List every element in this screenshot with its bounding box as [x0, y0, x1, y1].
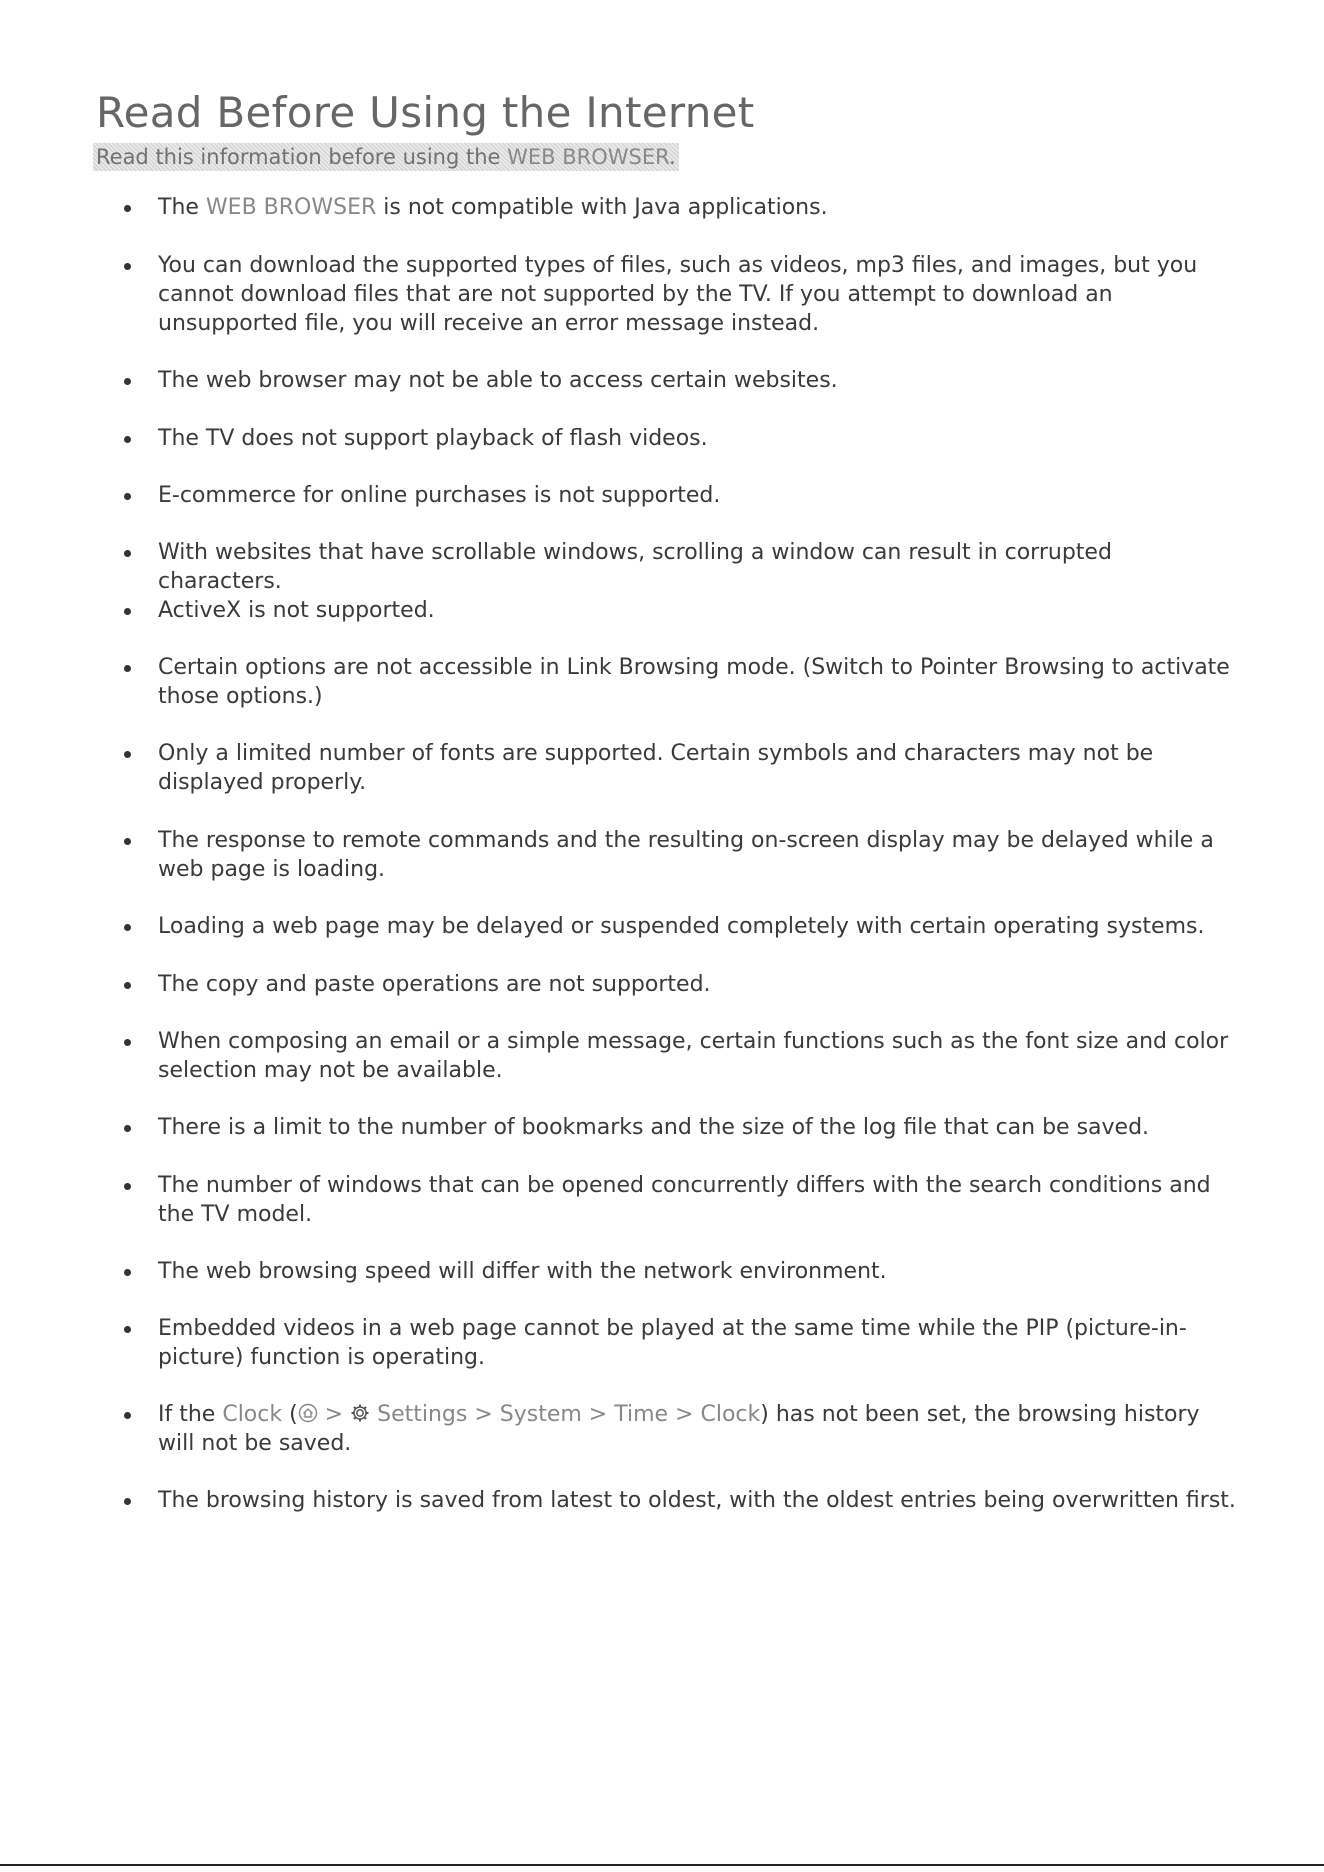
item-text: The TV does not support playback of flash videos.: [158, 426, 708, 451]
list-item: [158, 1027, 1238, 1085]
list-item: [158, 912, 1238, 941]
bullet-dot: [124, 550, 131, 557]
item-text: Certain options are not accessible in Link Browsing mode. (Switch to Pointer Browsing to activate those options.): [158, 655, 1230, 709]
bullet-dot: [124, 1269, 131, 1276]
bullet-dot: [124, 982, 131, 989]
list-item: [158, 1314, 1238, 1372]
bullet-dot: [124, 1125, 131, 1132]
item-text: ActiveX is not supported.: [158, 598, 435, 623]
item-text: ) has not been set, the browsing history will not be saved.: [158, 1402, 1200, 1456]
list-item: [158, 193, 1238, 222]
ui-term: System: [499, 1402, 582, 1427]
footer-rule: [0, 1864, 1324, 1866]
gear-icon: [350, 1402, 370, 1427]
bullet-dot: [124, 493, 131, 500]
list-item: [158, 424, 1238, 453]
bullet-dot: [124, 1498, 131, 1505]
bullet-dot: [124, 1039, 131, 1046]
item-text: With websites that have scrollable windows, scrolling a window can result in corrupted characters.: [158, 540, 1112, 594]
list-item: [158, 481, 1238, 510]
ui-term: Clock: [222, 1402, 283, 1427]
ui-term: >: [668, 1402, 701, 1427]
ui-term: WEB BROWSER: [205, 195, 377, 220]
list-item: [158, 538, 1238, 596]
list-item: [158, 366, 1238, 395]
bullet-dot: [124, 838, 131, 845]
ui-term: >: [317, 1402, 351, 1427]
item-text: E-commerce for online purchases is not supported.: [158, 483, 721, 508]
list-item: [158, 251, 1238, 338]
bullet-dot: [124, 924, 131, 931]
list-item: [158, 1486, 1238, 1515]
bullet-dot: [124, 1326, 131, 1333]
item-text: The web browsing speed will differ with the network environment.: [158, 1259, 887, 1284]
bullet-dot: [124, 1183, 131, 1190]
bullet-dot: [124, 436, 131, 443]
item-text: The response to remote commands and the resulting on-screen display may be delayed while a web page is loading.: [158, 828, 1214, 882]
list-item: [158, 1113, 1238, 1142]
item-text: There is a limit to the number of bookmarks and the size of the log file that can be saved.: [158, 1115, 1150, 1140]
list-item: [158, 1171, 1238, 1229]
item-text: Only a limited number of fonts are supported. Certain symbols and characters may not be displayed properly.: [158, 741, 1154, 795]
ui-term: >: [581, 1402, 615, 1427]
item-text: If the: [158, 1402, 223, 1427]
bullet-dot: [124, 378, 131, 385]
list-item: [158, 653, 1238, 711]
item-text: The: [158, 195, 206, 220]
item-text: is not compatible with Java applications.: [376, 195, 828, 220]
subtitle-end: .: [668, 145, 676, 169]
ui-term: Time: [614, 1402, 669, 1427]
item-text: You can download the supported types of files, such as videos, mp3 files, and images, but you cannot download files that are not supported by the TV. If you attempt to download an unsupported file, you will receive an error message instead.: [158, 253, 1198, 336]
item-text: When composing an email or a simple message, certain functions such as the font size and color selection may not be available.: [158, 1029, 1229, 1083]
bullet-dot: [124, 608, 131, 615]
list-item: [158, 970, 1238, 999]
item-text: The web browser may not be able to access certain websites.: [158, 368, 838, 393]
ui-term: Clock: [700, 1402, 761, 1427]
page-title: Read Before Using the Internet: [96, 88, 755, 137]
item-text: The copy and paste operations are not supported.: [158, 972, 711, 997]
bullet-dot: [124, 263, 131, 270]
bullet-dot: [124, 1412, 131, 1419]
ui-term: Settings: [370, 1402, 468, 1427]
list-item: [158, 739, 1238, 797]
item-text: The browsing history is saved from latest to oldest, with the oldest entries being overwritten first.: [158, 1488, 1236, 1513]
bullet-dot: [124, 665, 131, 672]
list-item: [158, 826, 1238, 884]
item-text: The number of windows that can be opened concurrently differs with the search conditions and the TV model.: [158, 1173, 1211, 1227]
bullet-dot: [124, 205, 131, 212]
list-item: [158, 1400, 1238, 1458]
subtitle-text: Read this information before using the: [96, 145, 508, 169]
item-text: Embedded videos in a web page cannot be played at the same time while the PIP (picture-in-picture) function is operating.: [158, 1316, 1187, 1370]
subtitle-accent: WEB BROWSER: [507, 145, 669, 169]
list-item: [158, 596, 1238, 625]
bullet-dot: [124, 751, 131, 758]
list-item: [158, 1257, 1238, 1286]
page-subtitle: [93, 143, 679, 171]
home-icon: [298, 1402, 318, 1427]
ui-term: >: [467, 1402, 500, 1427]
item-text: Loading a web page may be delayed or suspended completely with certain operating systems.: [158, 914, 1205, 939]
item-text: (: [282, 1402, 298, 1427]
